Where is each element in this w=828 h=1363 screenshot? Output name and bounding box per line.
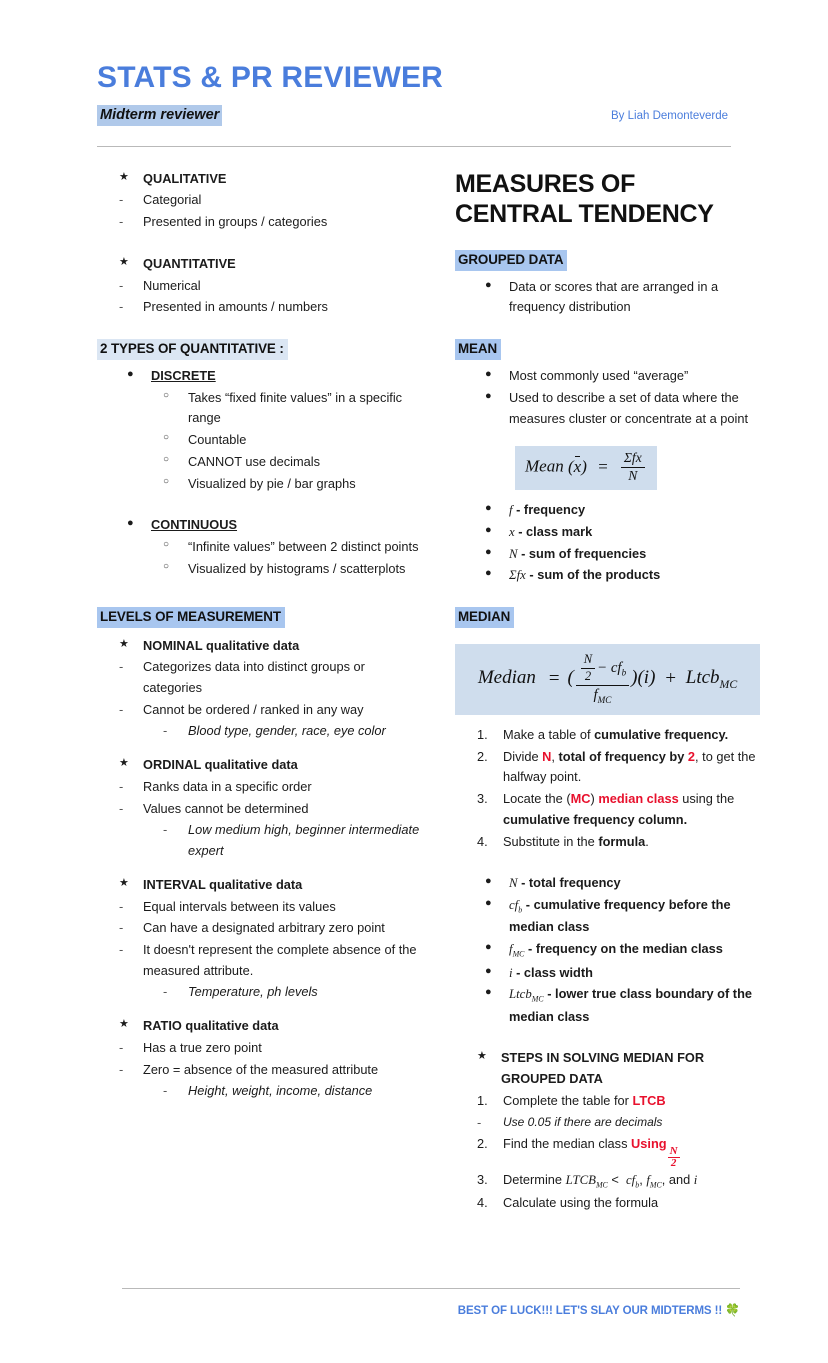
cf-subscript: b bbox=[621, 667, 627, 678]
list-item bbox=[455, 1113, 760, 1134]
list-item-label: Zero = absence of the measured attribute bbox=[143, 1061, 379, 1077]
list-item bbox=[97, 515, 427, 536]
legend-subscript: MC bbox=[531, 994, 544, 1004]
f-subscript: MC bbox=[597, 694, 612, 705]
step-red-using: Using bbox=[631, 1136, 667, 1152]
central-tendency-line1: MEASURES OF bbox=[455, 169, 636, 198]
continuous-label: CONTINUOUS bbox=[151, 517, 238, 533]
list-item bbox=[97, 700, 427, 721]
legend-definition: - frequency on the median class bbox=[524, 941, 723, 957]
interval-bold: INTERVAL bbox=[143, 876, 206, 892]
ordinal-rest: qualitative data bbox=[201, 757, 298, 773]
section-heading-levels bbox=[97, 607, 427, 628]
spacer bbox=[455, 1028, 760, 1048]
ratio-example: Height, weight, income, distance bbox=[188, 1083, 373, 1099]
median-legend-item bbox=[509, 895, 760, 938]
mean-legend-item bbox=[509, 500, 760, 521]
footer-text: BEST OF LUCK!!! LET'S SLAY OUR MIDTERMS !! bbox=[457, 1305, 723, 1317]
legend-symbol: f bbox=[509, 942, 513, 957]
list-item-label: Most commonly used “average” bbox=[509, 368, 689, 384]
solve-step bbox=[503, 1091, 760, 1112]
list-item bbox=[97, 169, 427, 190]
document-header bbox=[0, 0, 828, 126]
x-bar: x bbox=[573, 456, 582, 476]
star-icon: ★ bbox=[119, 255, 129, 268]
n-symbol: N bbox=[581, 653, 595, 669]
median-formula-lhs: Median bbox=[477, 667, 536, 689]
bullet-icon: ● bbox=[485, 986, 492, 999]
mean-legend-item bbox=[509, 544, 760, 565]
list-item bbox=[455, 1193, 760, 1214]
solve-step bbox=[503, 1134, 760, 1169]
list-item-label: Equal intervals between its values bbox=[143, 898, 336, 914]
median-fraction bbox=[576, 653, 629, 705]
list-item-label: Visualized by histograms / scatterplots bbox=[188, 560, 406, 576]
list-item bbox=[455, 939, 760, 961]
spacer bbox=[455, 587, 760, 607]
list-item bbox=[455, 725, 760, 746]
bullet-icon: ● bbox=[485, 964, 492, 977]
step-mid: , bbox=[551, 748, 559, 764]
list-item bbox=[97, 388, 427, 429]
nominal-bold: NOMINAL bbox=[143, 637, 203, 653]
list-item bbox=[97, 212, 427, 233]
list-item-label: Categorial bbox=[143, 192, 202, 208]
list-item-label: Ranks data in a specific order bbox=[143, 778, 312, 794]
list-item bbox=[97, 875, 427, 896]
mean-denominator: N bbox=[628, 468, 638, 484]
list-item bbox=[97, 537, 427, 558]
mean-formula bbox=[515, 446, 657, 490]
step-bold: formula bbox=[598, 833, 646, 849]
bullet-icon: ● bbox=[485, 897, 492, 910]
n-over-2 bbox=[581, 653, 595, 684]
list-item bbox=[455, 1091, 760, 1112]
list-item-label: Can have a designated arbitrary zero point bbox=[143, 920, 385, 936]
step-bold: total of frequency by bbox=[558, 748, 688, 764]
median-legend-item bbox=[509, 939, 760, 961]
median-step bbox=[503, 747, 760, 788]
step-number: 4. bbox=[477, 833, 488, 849]
step-text: Calculate using the formula bbox=[503, 1195, 659, 1211]
circle-icon: ○ bbox=[163, 539, 170, 551]
solving-steps-line1: STEPS IN SOLVING MEDIAN FOR bbox=[501, 1050, 705, 1066]
content-columns bbox=[0, 147, 828, 1215]
dash-icon: - bbox=[119, 1039, 124, 1055]
nominal-rest: qualitative data bbox=[202, 637, 300, 653]
legend-subscript: MC bbox=[512, 949, 525, 959]
plus-sign: + bbox=[664, 667, 677, 689]
spacer bbox=[97, 581, 427, 607]
legend-symbol: N bbox=[509, 876, 518, 891]
median-legend-item bbox=[509, 963, 760, 984]
list-item-label: Presented in groups / categories bbox=[143, 214, 328, 230]
legend-symbol: N bbox=[509, 546, 518, 561]
list-item-label: “Infinite values” between 2 distinct points bbox=[188, 539, 419, 555]
step-mid: ) bbox=[590, 791, 599, 807]
legend-subscript: b bbox=[518, 905, 523, 915]
legend-symbol: x bbox=[509, 525, 515, 540]
dash-icon: - bbox=[119, 941, 124, 957]
list-item bbox=[455, 500, 760, 521]
interval-example: Temperature, ph levels bbox=[188, 984, 318, 1000]
step-red-n: N bbox=[542, 748, 552, 764]
bullet-icon: ● bbox=[485, 567, 492, 580]
mean-fraction bbox=[621, 451, 645, 484]
ordinal-example: Low medium high, beginner intermediate expert bbox=[188, 822, 420, 859]
list-item bbox=[455, 873, 760, 894]
spacer bbox=[97, 743, 427, 755]
median-denominator bbox=[591, 686, 615, 705]
discrete-label: DISCRETE bbox=[151, 368, 216, 384]
circle-icon: ○ bbox=[163, 389, 170, 401]
list-item bbox=[97, 777, 427, 798]
qualitative-heading: QUALITATIVE bbox=[143, 170, 227, 186]
mean-numerator: Σfx bbox=[621, 451, 645, 468]
i-multiplier: (i) bbox=[637, 667, 656, 689]
step-post: using the bbox=[678, 791, 735, 807]
list-item bbox=[97, 297, 427, 318]
section-heading-types bbox=[97, 339, 427, 360]
bullet-icon: ● bbox=[485, 368, 492, 381]
star-icon: ★ bbox=[119, 637, 129, 650]
list-item-label: Takes “fixed finite values” in a specific range bbox=[188, 389, 403, 426]
f-symbol: f bbox=[593, 686, 598, 703]
ltcb-subscript: MC bbox=[719, 678, 738, 692]
list-item bbox=[455, 984, 760, 1027]
central-tendency-line2: CENTRAL TENDENCY bbox=[455, 200, 714, 229]
list-item bbox=[97, 636, 427, 657]
equals-sign: = bbox=[547, 667, 561, 689]
equals-sign: = bbox=[597, 456, 609, 476]
step-number: 4. bbox=[477, 1195, 488, 1211]
two-symbol: 2 bbox=[584, 669, 592, 684]
step-text: Make a table of bbox=[503, 727, 595, 743]
step-red-two: 2 bbox=[687, 748, 696, 764]
dash-icon: - bbox=[119, 920, 124, 936]
list-item-label: Visualized by pie / bar graphs bbox=[188, 475, 356, 491]
bullet-icon: ● bbox=[127, 517, 134, 530]
circle-icon: ○ bbox=[163, 453, 170, 465]
bullet-icon: ● bbox=[485, 502, 492, 515]
median-formula: Median = ( $\frac{N}{2}$ − $cf_b$ $f_{MC}$ )(i) + Ltcb$_{MC}$ bbox=[455, 644, 760, 715]
page-title: STATS & PR REVIEWER bbox=[97, 61, 444, 94]
dash-icon: - bbox=[477, 1114, 482, 1130]
quantitative-heading: QUANTITATIVE bbox=[143, 255, 236, 271]
dash-icon: - bbox=[119, 192, 124, 208]
bullet-icon: ● bbox=[485, 875, 492, 888]
list-item bbox=[97, 1081, 427, 1102]
step-red-mc: MC bbox=[570, 791, 591, 807]
dash-icon: - bbox=[119, 898, 124, 914]
list-item bbox=[455, 277, 760, 318]
list-item-label: CANNOT use decimals bbox=[188, 453, 321, 469]
list-item-label: Cannot be ordered / ranked in any way bbox=[143, 701, 364, 717]
list-item bbox=[455, 747, 760, 788]
list-item bbox=[97, 474, 427, 495]
median-step bbox=[503, 832, 760, 853]
bullet-icon: ● bbox=[485, 941, 492, 954]
levels-of-measurement-heading: LEVELS OF MEASUREMENT bbox=[97, 607, 285, 628]
mean-legend-item bbox=[509, 565, 760, 586]
median-heading: MEDIAN bbox=[455, 607, 514, 628]
list-item bbox=[97, 897, 427, 918]
list-item bbox=[97, 755, 427, 776]
legend-definition: - class width bbox=[512, 964, 593, 980]
ratio-heading bbox=[143, 1016, 427, 1037]
median-legend-item bbox=[509, 984, 760, 1027]
step-red-ltcb: LTCB bbox=[632, 1092, 666, 1108]
step-number: 3. bbox=[477, 1172, 488, 1187]
list-item bbox=[97, 657, 427, 698]
section-heading-grouped-data bbox=[455, 250, 760, 271]
spacer bbox=[97, 319, 427, 339]
ordinal-bold: ORDINAL bbox=[143, 757, 202, 773]
step-bold: cumulative frequency. bbox=[594, 727, 729, 743]
list-item bbox=[455, 895, 760, 938]
list-item bbox=[97, 721, 427, 742]
star-icon: ★ bbox=[119, 876, 129, 889]
list-item bbox=[97, 190, 427, 211]
step-number: 2. bbox=[477, 748, 488, 764]
mean-heading: MEAN bbox=[455, 339, 501, 360]
list-item-label: Used to describe a set of data where the measures cluster or concentrate at a point bbox=[509, 389, 748, 426]
list-item bbox=[455, 522, 760, 543]
dash-icon: - bbox=[163, 723, 168, 739]
ratio-bold: RATIO bbox=[143, 1018, 182, 1034]
subtitle-row bbox=[97, 105, 728, 126]
list-item bbox=[97, 276, 427, 297]
circle-icon: ○ bbox=[163, 432, 170, 444]
dash-icon: - bbox=[119, 701, 124, 717]
legend-definition: - lower true class boundary of the median class bbox=[509, 986, 752, 1024]
list-item bbox=[97, 254, 427, 275]
dash-icon: - bbox=[163, 822, 168, 838]
list-item bbox=[97, 820, 427, 861]
list-item bbox=[97, 1060, 427, 1081]
grouped-data-heading: GROUPED DATA bbox=[455, 250, 567, 271]
list-item bbox=[97, 799, 427, 820]
bullet-icon: ● bbox=[485, 389, 492, 402]
dash-icon: - bbox=[119, 299, 124, 315]
section-heading-mean bbox=[455, 339, 760, 360]
list-item-label: It doesn't represent the complete absence of the measured attribute. bbox=[143, 941, 417, 978]
list-item-label: Data or scores that are arranged in a frequency distribution bbox=[509, 278, 719, 315]
list-item-label: Numerical bbox=[143, 277, 201, 293]
median-legend-item bbox=[509, 873, 760, 894]
dash-icon: - bbox=[163, 984, 168, 1000]
list-item bbox=[455, 544, 760, 565]
ratio-rest: qualitative data bbox=[181, 1018, 279, 1034]
nominal-example: Blood type, gender, race, eye color bbox=[188, 723, 386, 739]
right-column bbox=[455, 169, 760, 1215]
legend-definition: - sum of frequencies bbox=[517, 545, 647, 561]
dash-icon: - bbox=[119, 659, 124, 675]
left-column bbox=[97, 169, 427, 1215]
star-icon: ★ bbox=[119, 1018, 129, 1031]
list-item-label: Presented in amounts / numbers bbox=[143, 299, 328, 315]
section-heading-median bbox=[455, 607, 760, 628]
spacer bbox=[97, 234, 427, 254]
step-post: , to get the halfway point. bbox=[503, 748, 756, 785]
dash-icon: - bbox=[119, 1061, 124, 1077]
median-step bbox=[503, 725, 760, 746]
solving-steps-heading bbox=[501, 1048, 760, 1089]
footer-divider bbox=[122, 1288, 740, 1289]
bullet-icon: ● bbox=[485, 545, 492, 558]
legend-symbol: f bbox=[509, 503, 513, 518]
step-text: Locate the ( bbox=[503, 791, 571, 807]
section-title-central-tendency bbox=[455, 169, 760, 230]
dash-icon: - bbox=[119, 214, 124, 230]
bullet-icon: ● bbox=[485, 524, 492, 537]
step-text: Find the median class bbox=[503, 1136, 632, 1152]
list-item bbox=[97, 918, 427, 939]
star-icon: ★ bbox=[119, 170, 129, 183]
list-item bbox=[97, 430, 427, 451]
circle-icon: ○ bbox=[163, 560, 170, 572]
list-item-label: Categorizes data into distinct groups or categories bbox=[143, 659, 365, 696]
list-item-label: Values cannot be determined bbox=[143, 800, 309, 816]
step-text: Divide bbox=[503, 748, 543, 764]
legend-symbol: i bbox=[509, 965, 513, 980]
star-icon: ★ bbox=[119, 757, 129, 770]
spacer bbox=[97, 495, 427, 515]
circle-icon: ○ bbox=[163, 475, 170, 487]
ltcb-symbol: Ltcb bbox=[685, 667, 720, 689]
mean-legend-item bbox=[509, 522, 760, 543]
dash-icon: - bbox=[119, 277, 124, 293]
legend-symbol: Σfx bbox=[509, 568, 526, 583]
median-step bbox=[503, 789, 760, 830]
list-item bbox=[97, 940, 427, 981]
footer-message bbox=[458, 1303, 740, 1317]
list-item bbox=[455, 832, 760, 853]
step-number: 2. bbox=[477, 1136, 488, 1152]
legend-symbol: cf bbox=[509, 898, 519, 913]
types-of-quantitative-heading: 2 TYPES OF QUANTITATIVE : bbox=[97, 339, 288, 360]
interval-heading bbox=[143, 875, 427, 896]
author-byline: By Liah Demonteverde bbox=[611, 109, 728, 122]
dash-icon: - bbox=[163, 1083, 168, 1099]
step-note: Use 0.05 if there are decimals bbox=[503, 1114, 663, 1129]
clover-icon: 🍀 bbox=[725, 1303, 740, 1317]
list-item bbox=[97, 452, 427, 473]
step-red-median-class: median class bbox=[598, 791, 679, 807]
step-post: . bbox=[645, 833, 649, 849]
list-item bbox=[97, 1038, 427, 1059]
document-subtitle: Midterm reviewer bbox=[97, 105, 222, 126]
mean-formula-lhs: Mean bbox=[525, 456, 564, 476]
minus-sign: − bbox=[597, 660, 608, 677]
step-text: Complete the table for bbox=[503, 1092, 633, 1108]
legend-symbol: Ltcb bbox=[509, 987, 532, 1002]
legend-definition: - sum of the products bbox=[525, 567, 661, 583]
list-item bbox=[455, 366, 760, 387]
list-item bbox=[97, 1016, 427, 1037]
ordinal-heading bbox=[143, 755, 427, 776]
step-number: 3. bbox=[477, 791, 488, 807]
spacer bbox=[97, 1004, 427, 1016]
list-item bbox=[97, 982, 427, 1003]
star-icon: ★ bbox=[477, 1050, 487, 1063]
step-text: Substitute in the bbox=[503, 833, 599, 849]
list-item-label: Countable bbox=[188, 432, 247, 448]
spacer bbox=[97, 863, 427, 875]
n-over-2-inline: $\frac{N}{2}$ bbox=[669, 1145, 678, 1169]
solving-steps-line2: GROUPED DATA bbox=[501, 1071, 603, 1087]
list-item bbox=[455, 963, 760, 984]
legend-definition: - total frequency bbox=[517, 875, 621, 891]
step-bold: cumulative frequency column. bbox=[503, 811, 688, 827]
list-item bbox=[97, 559, 427, 580]
legend-definition: - frequency bbox=[512, 502, 586, 518]
spacer bbox=[455, 319, 760, 339]
list-item bbox=[455, 789, 760, 830]
legend-definition: - class mark bbox=[514, 524, 593, 540]
solve-step: Determine $LTCB_{MC} < cf_b$, $f_{MC}$, and i bbox=[503, 1172, 698, 1190]
cf-symbol: cf bbox=[610, 660, 622, 677]
list-item bbox=[455, 1134, 760, 1169]
spacer bbox=[455, 853, 760, 873]
list-item bbox=[455, 1048, 760, 1089]
list-item bbox=[455, 565, 760, 586]
median-numerator bbox=[576, 653, 629, 686]
interval-rest: qualitative data bbox=[205, 876, 303, 892]
step-number: 1. bbox=[477, 727, 488, 743]
legend-definition: - cumulative frequency before the median class bbox=[509, 897, 731, 935]
nominal-heading bbox=[143, 636, 427, 657]
dash-icon: - bbox=[119, 800, 124, 816]
step-number: 1. bbox=[477, 1092, 488, 1108]
bullet-icon: ● bbox=[485, 278, 492, 291]
list-item bbox=[455, 388, 760, 429]
bullet-icon: ● bbox=[127, 368, 134, 381]
mean-formula-var: (x) bbox=[567, 456, 587, 476]
dash-icon: - bbox=[119, 778, 124, 794]
list-item bbox=[455, 1170, 760, 1192]
list-item-label: Has a true zero point bbox=[143, 1039, 262, 1055]
list-item bbox=[97, 366, 427, 387]
